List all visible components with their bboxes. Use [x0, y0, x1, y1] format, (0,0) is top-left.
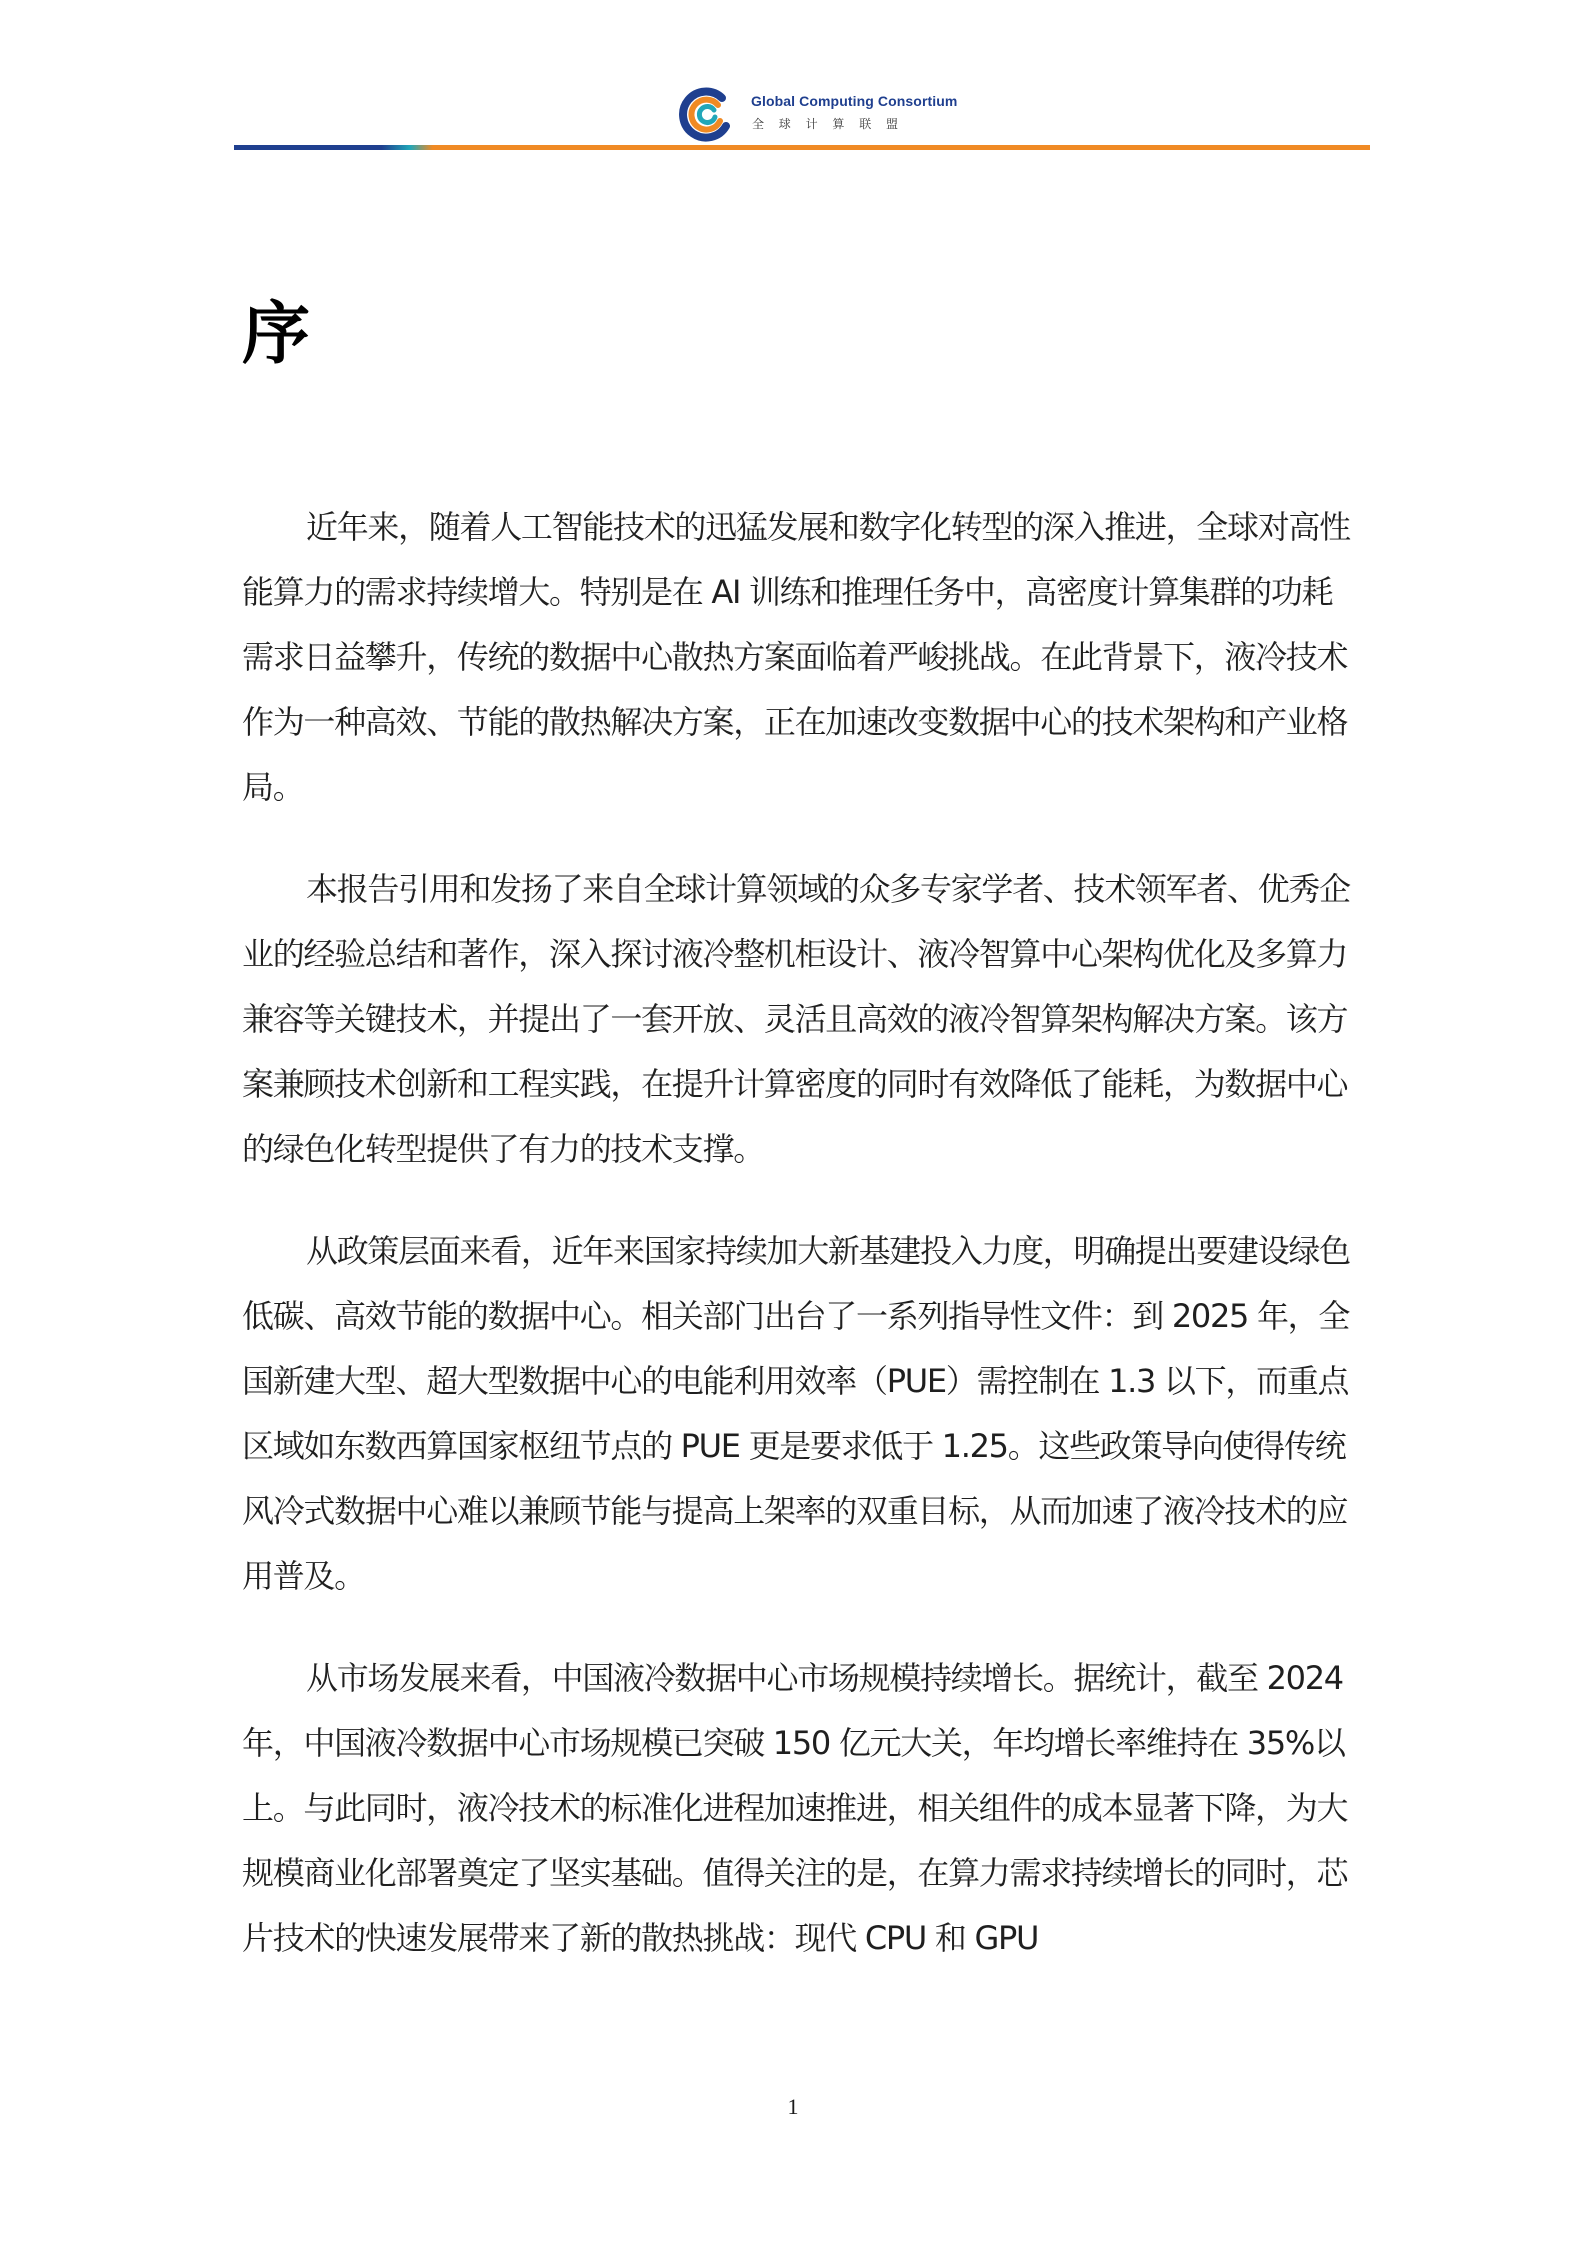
page-header: [0, 0, 1586, 160]
header-divider: [234, 145, 1370, 150]
logo-english-name: Global Computing Consortium: [751, 93, 958, 109]
body-paragraph: 从政策层面来看，近年来国家持续加大新基建投入力度，明确提出要建设绿色低碳、高效节能的数据中心。相关部门出台了一系列指导性文件：到 2025 年，全国新建大型、超大型数据中心的电能利用效率（PUE）需控制在 1.3 以下，而重点区域如东数西算国家枢纽节点的 PUE 更是要求低于 1.25。这些政策导向使得传统风冷式数据中心难以兼顾节能与提高上架率的双重目标，从而加速了液冷技术的应用普及。: [242, 1232, 1350, 1595]
body-paragraph: 近年来，随着人工智能技术的迅猛发展和数字化转型的深入推进，全球对高性能算力的需求持续增大。特别是在 AI 训练和推理任务中，高密度计算集群的功耗需求日益攀升，传统的数据中心散热方案面临着严峻挑战。在此背景下，液冷技术作为一种高效、节能的散热解决方案，正在加速改变数据中心的技术架构和产业格局。: [242, 508, 1350, 806]
section-title: 序: [242, 295, 311, 374]
body-paragraph: 本报告引用和发扬了来自全球计算领域的众多专家学者、技术领军者、优秀企业的经验总结和著作，深入探讨液冷整机柜设计、液冷智算中心架构优化及多算力兼容等关键技术，并提出了一套开放、灵活且高效的液冷智算架构解决方案。该方案兼顾技术创新和工程实践，在提升计算密度的同时有效降低了能耗，为数据中心的绿色化转型提供了有力的技术支撑。: [242, 870, 1350, 1168]
consortium-logo: [678, 82, 958, 146]
logo-chinese-name: 全球计算联盟: [752, 117, 913, 131]
body-paragraph: 从市场发展来看，中国液冷数据中心市场规模持续增长。据统计，截至 2024 年，中国液冷数据中心市场规模已突破 150 亿元大关，年均增长率维持在 35%以上。与此同时，液冷技术的标准化进程加速推进，相关组件的成本显著下降，为大规模商业化部署奠定了坚实基础。值得关注的是，在算力需求持续增长的同时，芯片技术的快速发展带来了新的散热挑战：现代 CPU 和 GPU: [242, 1659, 1348, 1957]
consortium-logo-icon: [678, 86, 740, 142]
page-number: 1: [787, 2094, 799, 2119]
page-body: [242, 290, 1354, 1971]
